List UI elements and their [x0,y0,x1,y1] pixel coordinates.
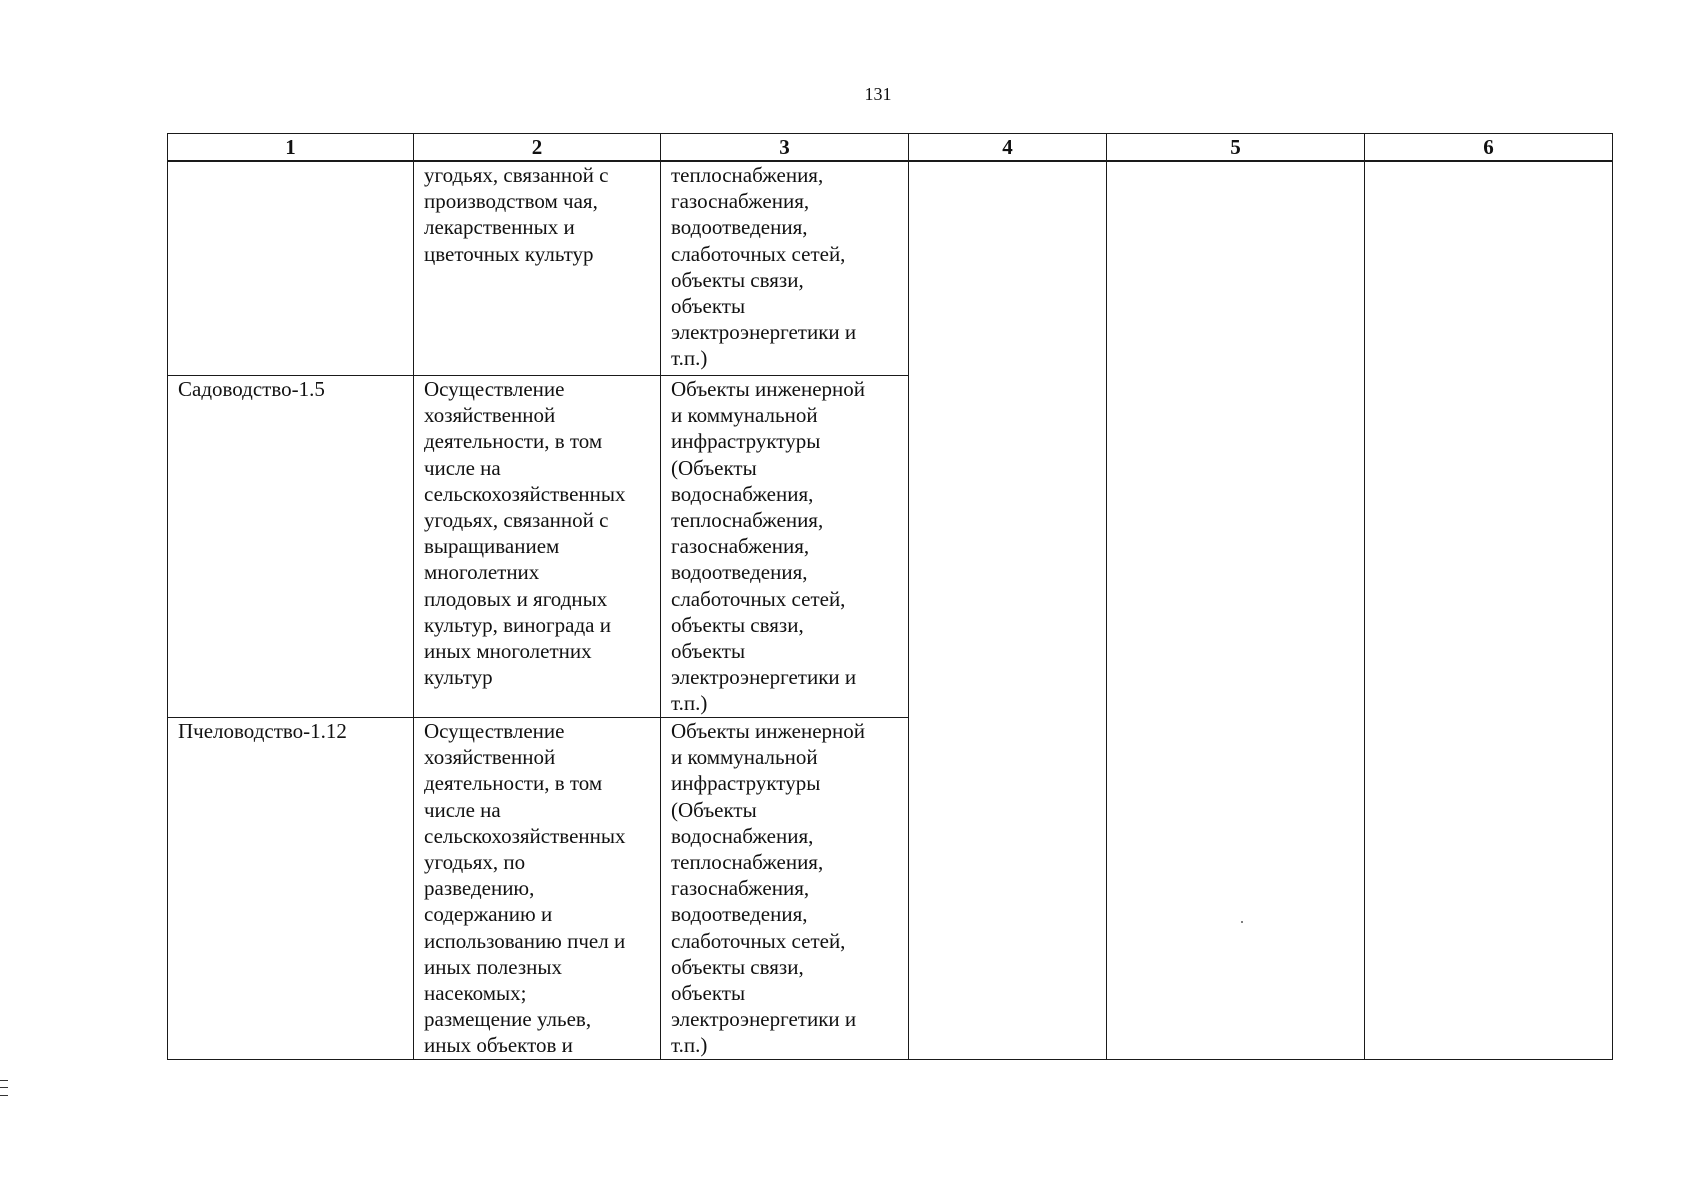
column-5-cell [1107,161,1365,1060]
objects-text: Объекты инженерной и коммунальной инфраструктуры (Объекты водоснабжения, теплоснабжения, газоснабжения, водоотведения, слаботочных сетей, объекты связи, объекты электроэнергетики и т.п.) [671,719,866,1058]
page-number: 131 [864,84,892,104]
land-use-table [167,133,1613,1060]
use-type-text: Садоводство-1.5 [178,377,325,401]
header-col-4: 4 [909,134,1107,162]
column-4-cell [909,161,1107,1060]
objects-cell [661,376,909,718]
use-type-cell [168,161,414,376]
description-text: угодьях, связанной с производством чая, лекарственных и цветочных культур [424,163,609,266]
scan-edge-mark [0,1080,8,1096]
header-col-6: 6 [1365,134,1613,162]
description-cell [414,718,661,1060]
objects-cell [661,161,909,376]
description-cell [414,376,661,718]
objects-text: Объекты инженерной и коммунальной инфраструктуры (Объекты водоснабжения, теплоснабжения, газоснабжения, водоотведения, слаботочных сетей, объекты связи, объекты электроэнергетики и т.п.) [671,377,866,716]
description-text: Осуществление хозяйственной деятельности, в том числе на сельскохозяйственных угодьях, по разведению, содержанию и использованию пчел и иных полезных насекомых; размещение ульев, иных объектов и [424,719,626,1058]
scan-speck [1241,921,1243,923]
header-col-5: 5 [1107,134,1365,162]
header-col-1: 1 [168,134,414,162]
description-text: Осуществление хозяйственной деятельности, в том числе на сельскохозяйственных угодьях, связанной с выращиванием многолетних плодовых и ягодных культур, винограда и иных многолетних культур [424,377,626,690]
objects-text: теплоснабжения, газоснабжения, водоотведения, слаботочных сетей, объекты связи, объекты электроэнергетики и т.п.) [671,163,857,371]
table-header-row [168,134,1613,162]
use-type-text: Пчеловодство-1.12 [178,719,347,743]
use-type-cell [168,376,414,718]
use-type-cell [168,718,414,1060]
objects-cell [661,718,909,1060]
table-row [168,161,1613,376]
header-col-3: 3 [661,134,909,162]
description-cell [414,161,661,376]
header-col-2: 2 [414,134,661,162]
column-6-cell [1365,161,1613,1060]
